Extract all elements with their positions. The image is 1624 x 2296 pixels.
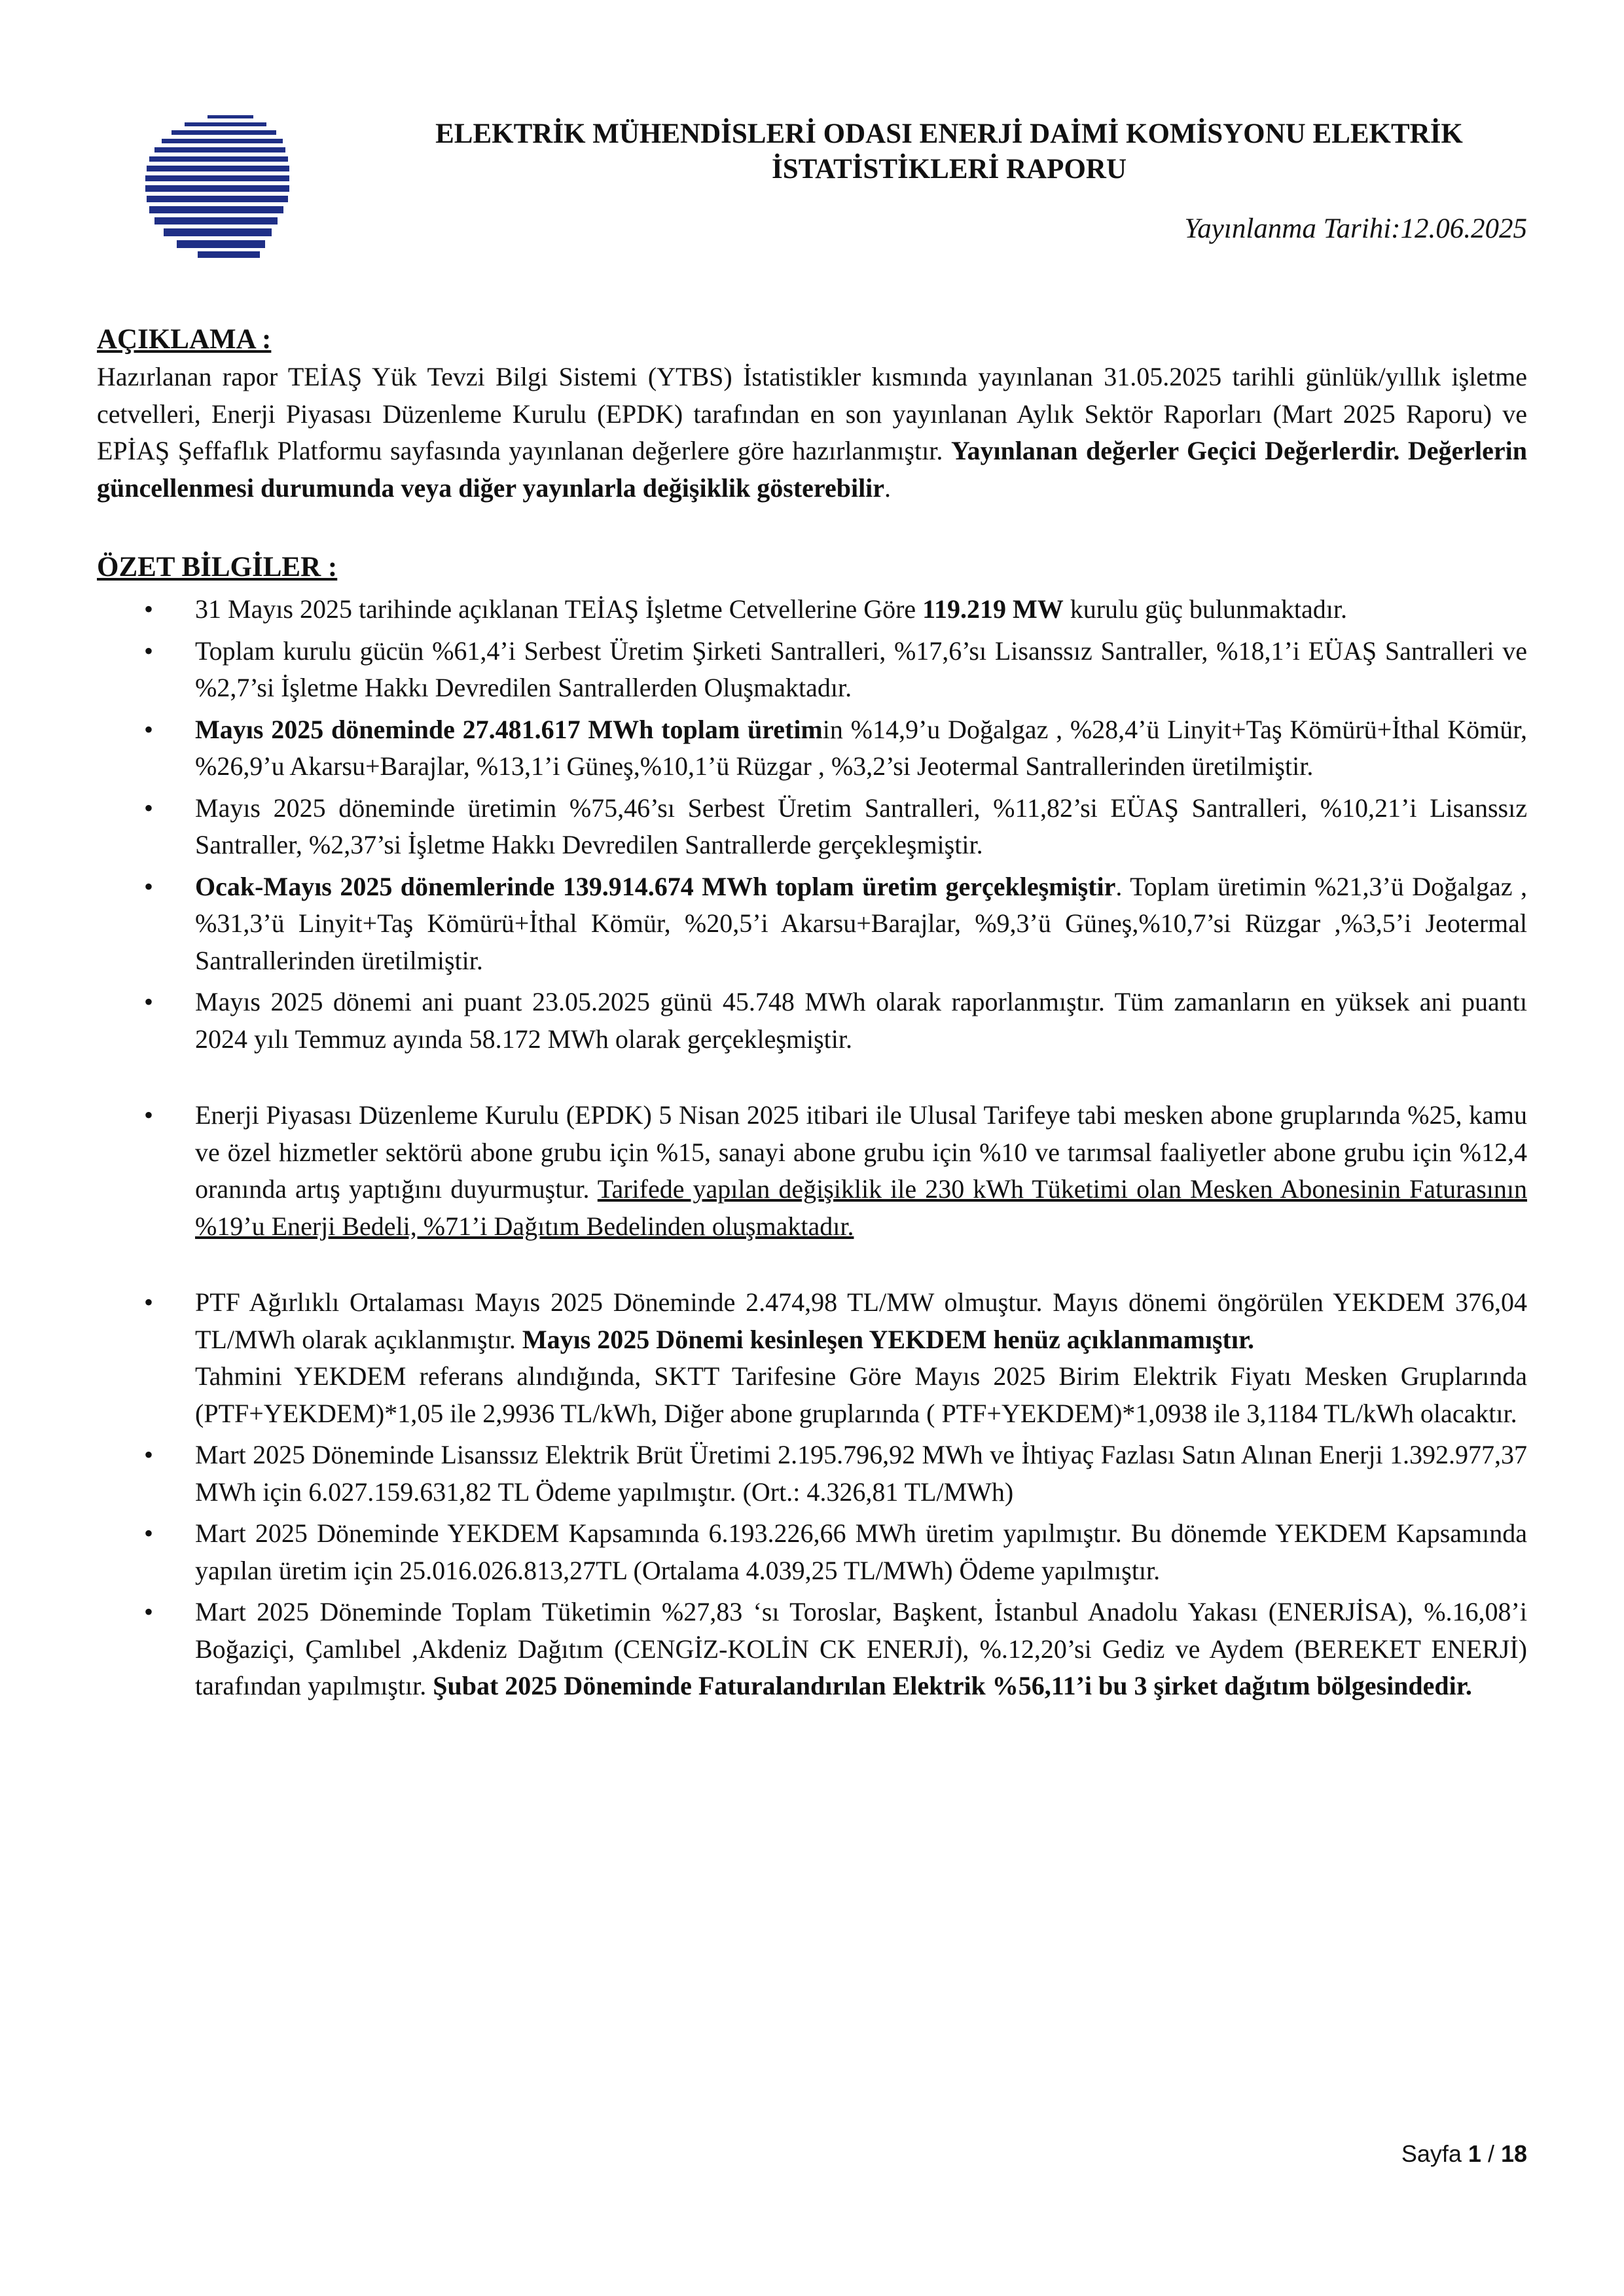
list-item — [97, 711, 1527, 785]
item-underlined: Tarifede yapılan değişiklik ile 230 kWh Tüketimi olan Mesken Abonesinin Faturasının %19’u Enerji Bedeli, %71’i Dağıtım Bedelinden oluşmaktadır. — [195, 1174, 1527, 1241]
current-page: 1 — [1468, 2140, 1481, 2167]
aciklama-end: . — [884, 473, 892, 503]
aciklama-bold-note: Yayınlanan değerler Geçici Değerlerdir. Değerlerin güncellenmesi durumunda veya diğer yayınlarla değişiklik gösterebilir — [97, 436, 1528, 503]
list-item — [97, 1594, 1527, 1705]
item-bold: Mayıs 2025 Dönemi kesinleşen YEKDEM henüz açıklanmamıştır. — [522, 1324, 1255, 1354]
list-item: • Mayıs 2025 dönemi ani puant 23.05.2025 günü 45.748 MWh olarak raporlanmıştır. Tüm zamanların en yüksek ani puantı 2024 yılı Temmuz ayında 58.172 MWh olarak gerçekleşmiştir. — [97, 984, 1527, 1058]
publication-date: Yayınlanma Tarihi:12.06.2025 — [1184, 213, 1527, 244]
item-text: . Toplam üretimin %21,3’ü Doğalgaz , %31,3’ü Linyit+Taş Kömürü+İthal Kömür, %20,5’i Akarsu+Barajlar, %9,3’ü Güneş,%10,7’si Rüzgar ,%3,5’i Jeotermal Santrallerinden üretilmiştir. — [195, 871, 1527, 975]
aciklama-heading: AÇIKLAMA : — [97, 324, 272, 355]
list-item — [97, 869, 1527, 980]
item-text: PTF Ağırlıklı Ortalaması Mayıs 2025 Döneminde 2.474,98 TL/MW olmuştur. Mayıs dönemi öngörülen YEKDEM 376,04 TL/MWh olarak açıklanmıştır. — [195, 1287, 1527, 1354]
aciklama-paragraph — [97, 359, 1527, 507]
item-text: 31 Mayıs 2025 tarihinde açıklanan TEİAŞ İşletme Cetvellerine Göre — [195, 594, 923, 624]
list-item: • Mayıs 2025 döneminde üretimin %75,46’sı Serbest Üretim Santralleri, %11,82’si EÜAŞ Santralleri, %10,21’i Lisanssız Santraller, %2,37’si İşletme Hakkı Devredilen Santrallerde gerçekleşmiştir. — [97, 790, 1527, 864]
list-item — [97, 1284, 1527, 1432]
emo-logo-icon — [145, 111, 293, 259]
list-item — [97, 591, 1527, 628]
item-text: in %14,9’u Doğalgaz , %28,4’ü Linyit+Taş Kömürü+İthal Kömür, %26,9’u Akarsu+Barajlar, %13,1’i Güneş,%10,1’ü Rüzgar , %3,2’si Jeotermal Santrallerinden üretilmiştir. — [195, 714, 1527, 781]
item-bold: Ocak-Mayıs 2025 dönemlerinde 139.914.674 MWh toplam üretim gerçekleşmiştir — [195, 871, 1116, 901]
report-title: ELEKTRİK MÜHENDİSLERİ ODASI ENERJİ DAİMİ KOMİSYONU ELEKTRİK İSTATİSTİKLERİ RAPORU — [435, 118, 1463, 185]
aciklama-text: Hazırlanan rapor TEİAŞ Yük Tevzi Bilgi Sistemi (YTBS) İstatistikler kısmında yayınlanan 31.05.2025 tarihli günlük/yıllık işletme cetvelleri, Enerji Piyasası Düzenleme Kurulu (EPDK) tarafından en son yayınlanan Aylık Sektör Raporları (Mart 2025 Raporu) ve EPİAŞ Şeffaflık Platformu sayfasında yayınlanan değerlere göre hazırlanmıştır. — [97, 362, 1527, 465]
item-text: Enerji Piyasası Düzenleme Kurulu (EPDK) 5 Nisan 2025 itibari ile Ulusal Tarifeye tabi mesken abone gruplarında %25, kamu ve özel hizmetler sektörü abone grubu için %15, sanayi abone grubu için %10 ve tarımsal faaliyetler abone grubu için %12,4 oranında artış yaptığını duyurmuştur. — [195, 1100, 1527, 1204]
item-bold: Mayıs 2025 döneminde 27.481.617 MWh toplam üretim — [195, 714, 823, 744]
item-text: Tahmini YEKDEM referans alındığında, SKTT Tarifesine Göre Mayıs 2025 Birim Elektrik Fiyatı Mesken Gruplarında (PTF+YEKDEM)*1,05 ile 2,9936 TL/kWh, Diğer abone gruplarında ( PTF+YEKDEM)*1,0938 ile 3,1184 TL/kWh olacaktır. — [195, 1361, 1527, 1428]
page-number — [1401, 2140, 1527, 2168]
list-item — [97, 1097, 1527, 1245]
total-pages: 18 — [1500, 2140, 1527, 2167]
list-item: • Mart 2025 Döneminde YEKDEM Kapsamında 6.193.226,66 MWh üretim yapılmıştır. Bu dönemde YEKDEM Kapsamında yapılan üretim için 25.016.026.813,27TL (Ortalama 4.039,25 TL/MWh) Ödeme yapılmıştır. — [97, 1515, 1527, 1589]
ozet-list — [97, 591, 1527, 1705]
item-text: Mart 2025 Döneminde Toplam Tüketimin %27,83 ‘sı Toroslar, Başkent, İstanbul Anadolu Yakası (ENERJİSA), %.16,08’i Boğaziçi, Çamlıbel ,Akdeniz Dağıtım (CENGİZ-KOLİN CK ENERJİ), %.12,20’si Gediz ve Aydem (BEREKET ENERJİ) tarafından yapılmıştır. — [195, 1597, 1527, 1700]
list-item: • Mart 2025 Döneminde Lisanssız Elektrik Brüt Üretimi 2.195.796,92 MWh ve İhtiyaç Fazlası Satın Alınan Enerji 1.392.977,37 MWh için 6.027.159.631,82 TL Ödeme yapılmıştır. (Ort.: 4.326,81 TL/MWh) — [97, 1437, 1527, 1511]
item-text: kurulu güç bulunmaktadır. — [1063, 594, 1347, 624]
item-bold: Şubat 2025 Döneminde Faturalandırılan Elektrik %56,11’i bu 3 şirket dağıtım bölgesindedir. — [433, 1671, 1472, 1700]
page-separator: / — [1481, 2140, 1501, 2167]
report-body — [97, 321, 1527, 1705]
page-label: Sayfa — [1401, 2140, 1468, 2167]
ozet-heading: ÖZET BİLGİLER : — [97, 552, 338, 583]
item-bold: 119.219 MW — [922, 594, 1064, 624]
list-item: • Toplam kurulu gücün %61,4’i Serbest Üretim Şirketi Santralleri, %17,6’sı Lisanssız Santraller, %18,1’i EÜAŞ Santralleri ve %2,7’si İşletme Hakkı Devredilen Santrallerden Oluşmaktadır. — [97, 633, 1527, 707]
